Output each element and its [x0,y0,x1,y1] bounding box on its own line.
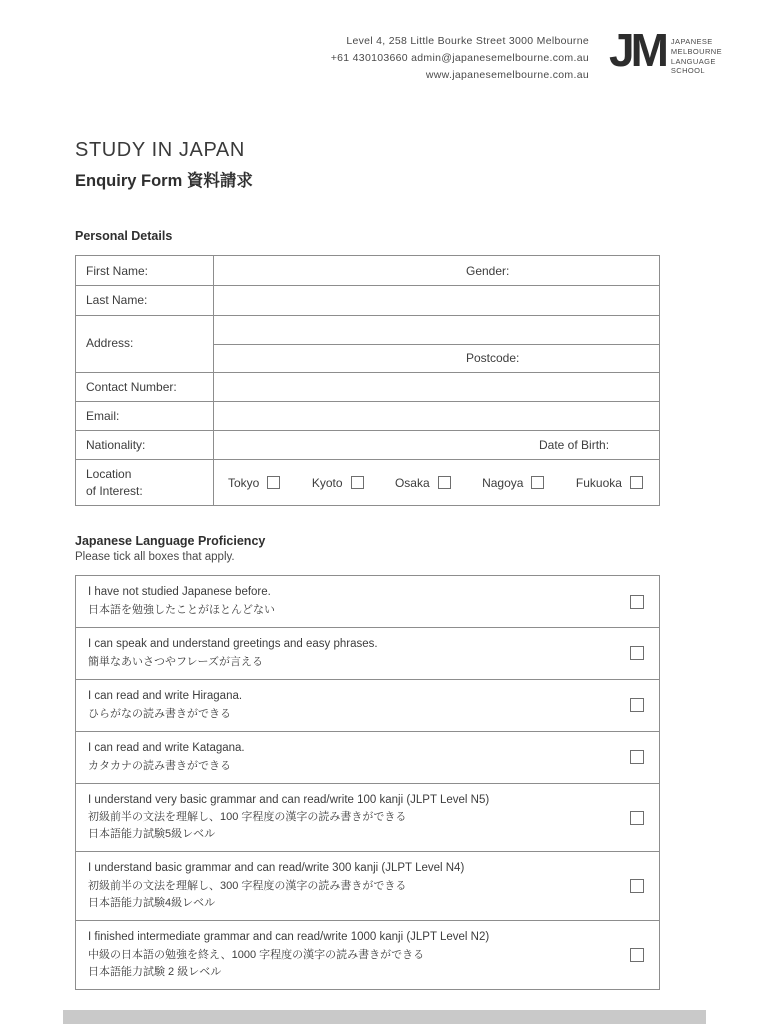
proficiency-instructions: Please tick all boxes that apply. [75,551,235,564]
contact-address: Level 4, 258 Little Bourke Street 3000 Melbourne [346,35,589,47]
proficiency-row-7 [76,920,659,989]
proficiency-checkbox-5[interactable] [630,811,644,825]
proficiency-checkbox-2[interactable] [630,646,644,660]
first-name-row [76,256,659,285]
proficiency-row-3 [76,679,659,731]
next-page-edge [63,1010,706,1024]
school-name: JAPANESE MELBOURNE LANGUAGE SCHOOL [670,37,722,76]
page-header [0,0,770,83]
osaka-checkbox[interactable] [438,476,451,489]
proficiency-table [75,575,660,990]
city-option-fukuoka [576,476,643,490]
postcode-field[interactable] [214,344,659,372]
postcode-label: Postcode: [466,351,520,366]
tokyo-label: Tokyo [228,475,260,490]
city-option-nagoya [482,476,544,490]
contact-number-row [76,372,659,401]
proficiency-row-1 [76,576,659,627]
city-option-kyoto [312,476,364,490]
kyoto-label: Kyoto [311,475,343,490]
osaka-label: Osaka [394,475,430,490]
gender-label: Gender: [466,263,510,278]
contact-phone-email: +61 430103660 admin@japanesemelbourne.com.au [330,51,589,64]
proficiency-row-4 [76,731,659,783]
contact-number-label: Contact Number: [76,373,214,401]
address-field[interactable] [214,316,659,344]
form-subtitle: Enquiry Form 資料請求 [75,172,253,191]
proficiency-text: I understand very basic grammar and can read/write 100 kanji (JLPT Level N5) 初級前半の文法を理解し、100 字程度の漢字の読み書きができる 日本語能力試験5級レベル [88,793,490,841]
nagoya-label: Nagoya [482,475,524,490]
proficiency-text: I finished intermediate grammar and can read/write 1000 kanji (JLPT Level N2) 中級の日本語の勉強を終え、1000 字程度の漢字の読み書きができる 日本語能力試験 2 級レベル [88,931,490,979]
contact-number-field[interactable] [214,373,659,401]
proficiency-text: I have not studied Japanese before. 日本語を勉強したことがほとんどない [88,586,275,616]
address-label: Address: [76,316,214,372]
proficiency-text: I understand basic grammar and can read/write 300 kanji (JLPT Level N4) 初級前半の文法を理解し、300 字程度の漢字の読み書きができる 日本語能力試験4級レベル [88,862,465,910]
nationality-label: Nationality: [76,431,214,459]
personal-details-table [75,255,660,506]
first-name-field[interactable] [214,256,659,285]
first-name-label: First Name: [76,256,214,285]
last-name-label: Last Name: [76,286,214,314]
proficiency-row-5 [76,783,659,852]
fukuoka-checkbox[interactable] [630,476,643,489]
nationality-row [76,430,659,459]
proficiency-text: I can read and write Katagana. カタカナの読み書きができる [88,741,245,772]
email-row [76,401,659,430]
nagoya-checkbox[interactable] [531,476,544,489]
proficiency-checkbox-4[interactable] [630,750,644,764]
tokyo-checkbox[interactable] [267,476,280,489]
kyoto-checkbox[interactable] [351,476,364,489]
email-label: Email: [76,402,214,430]
city-options [214,460,659,505]
proficiency-checkbox-3[interactable] [630,698,644,712]
form-title-block [75,139,660,191]
page-title: STUDY IN JAPAN [75,139,245,162]
proficiency-checkbox-1[interactable] [630,595,644,609]
proficiency-heading: Japanese Language Proficiency [75,534,266,549]
school-logo [608,24,722,76]
fukuoka-label: Fukuoka [575,475,622,490]
proficiency-text: I can read and write Hiragana. ひらがなの読み書きができる [88,689,243,720]
proficiency-row-6 [76,851,659,920]
city-option-osaka [395,476,451,490]
proficiency-checkbox-6[interactable] [630,879,644,893]
personal-details-heading: Personal Details [75,229,173,244]
email-field[interactable] [214,402,659,430]
school-contact-info [331,33,589,83]
logo-monogram: JM [608,24,665,76]
city-option-tokyo [228,476,280,490]
address-row [76,315,659,372]
proficiency-checkbox-7[interactable] [630,948,644,962]
location-of-interest-row [76,459,659,505]
last-name-field[interactable] [214,286,659,314]
last-name-row [76,285,659,314]
location-of-interest-label: Location of Interest: [76,460,214,505]
contact-website: www.japanesemelbourne.com.au [425,68,589,81]
nationality-field[interactable] [214,431,659,459]
proficiency-row-2 [76,627,659,679]
proficiency-text: I can speak and understand greetings and easy phrases. 簡単なあいさつやフレーズが言える [88,638,378,668]
date-of-birth-label: Date of Birth: [539,438,610,453]
